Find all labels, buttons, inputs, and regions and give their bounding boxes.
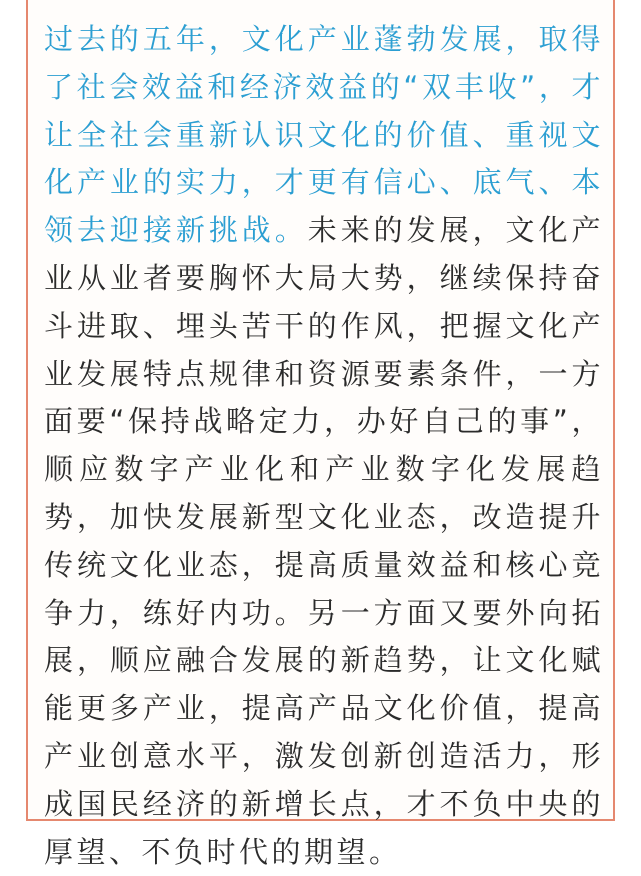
body-text: 未来的发展，文化产业从业者要胸怀大局大势，继续保持奋斗进取、埋头苦干的作风，把握文化产业发展特点规律和资源要素条件，一方面要“保持战略定力，办好自己的事”，顺应数字产业化和产业数字化发展趋势，加快发展新型文化业态，改造提升传统文化业态，提高质量效益和核心竞争力，练好内功。另一方面又要外向拓展，顺应融合发展的新趋势，让文化赋能更多产业，提高产品文化价值，提高产业创意水平，激发创新创造活力，形成国民经济的新增长点，才不负中央的厚望、不负时代的期望。 — [44, 213, 604, 869]
article-paragraph — [44, 16, 604, 876]
highlighted-lead-text: 过去的五年，文化产业蓬勃发展，取得了社会效益和经济效益的“双丰收”，才让全社会重新认识文化的价值、重视文化产业的实力，才更有信心、底气、本领去迎接新挑战。 — [44, 22, 604, 248]
